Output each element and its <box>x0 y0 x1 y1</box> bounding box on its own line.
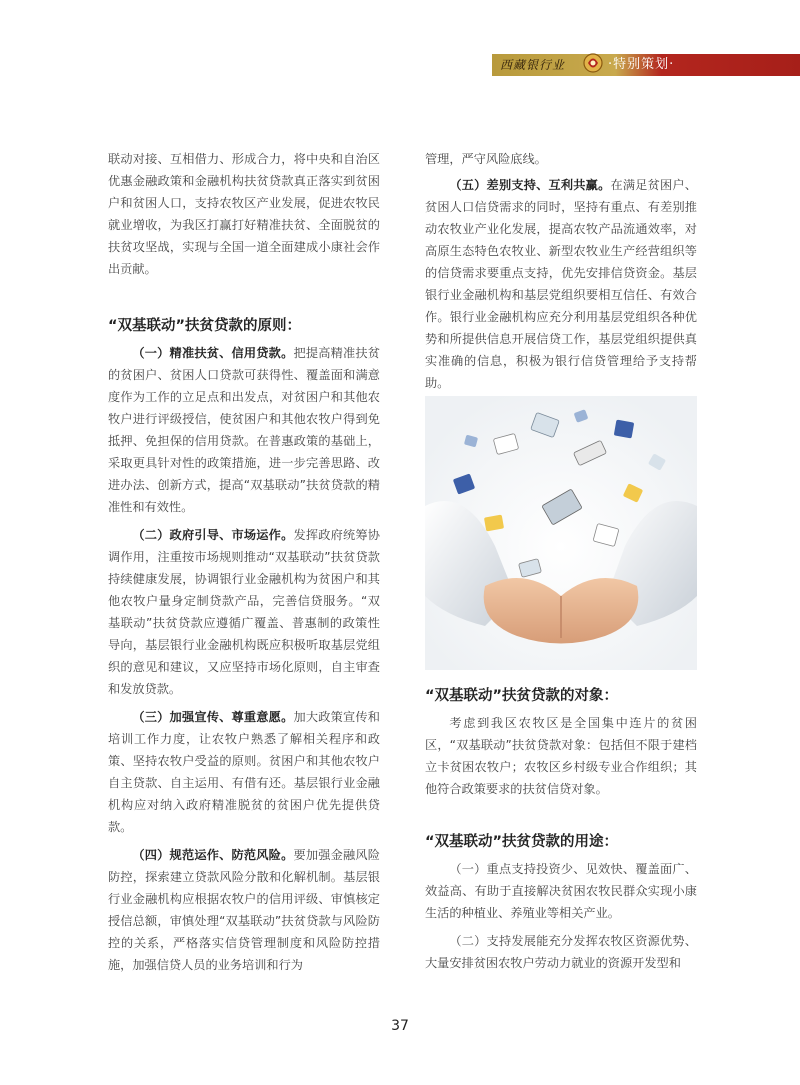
section-title: ·特别策划· <box>608 57 675 72</box>
principle-3 <box>108 706 380 838</box>
usage-1: （一）重点支持投资少、见效快、覆盖面广、效益高、有助于直接解决贫困农牧民群众实现小康生活的种植业、养殖业等相关产业。 <box>425 862 697 920</box>
object-paragraph: 考虑到我区农牧区是全国集中连片的贫困区，“双基联动”扶贫贷款对象：包括但不限于建档立卡贫困农牧户；农牧区乡村级专业合作组织；其他符合政策要求的扶贫信贷对象。 <box>425 716 697 796</box>
principle-3-body: 加大政策宣传和培训工作力度，让农牧户熟悉了解相关程序和政策、坚持农牧户受益的原则。贫困户和其他农牧户自主贷款、自主运用、有借有还。基层银行业金融机构应对纳入政府精准脱贫的贫困户优先提供贷款。 <box>108 710 380 834</box>
principle-5 <box>425 174 697 394</box>
page-header <box>470 48 800 82</box>
hands-puzzle-illustration <box>425 396 697 670</box>
page-number: 37 <box>391 1018 409 1034</box>
principle-2-body: 发挥政府统筹协调作用，注重按市场规则推动“双基联动”扶贫贷款持续健康发展，协调银行业金融机构为贫困户和其他农牧户量身定制贷款产品，完善信贷服务。“双基联动”扶贫贷款应遵循广覆盖、普惠制的政策性导向，基层银行业金融机构既应积极听取基层党组织的意见和建议，又应坚持市场化原则，自主审查和发放贷款。 <box>108 528 380 696</box>
principle-5-lead: （五）差别支持、互利共赢。 <box>449 178 611 192</box>
usage-2: （二）支持发展能充分发挥农牧区资源优势、大量安排贫困农牧户劳动力就业的资源开发型和 <box>425 934 697 970</box>
principles-heading: “双基联动”扶贫贷款的原则： <box>108 318 302 334</box>
principle-4-lead: （四）规范运作、防范风险。 <box>132 848 294 862</box>
brand-name: 西藏银行业 <box>500 58 566 72</box>
principle-1 <box>108 342 380 518</box>
usage-heading: “双基联动”扶贫贷款的用途： <box>425 834 619 850</box>
principle-4-body: 要加强金融风险防控，探索建立贷款风险分散和化解机制。基层银行业金融机构应根据农牧户的信用评级、审慎核定授信总额，审慎处理“双基联动”扶贫贷款与风险防控的关系，严格落实信贷管理制度和风险防控措施，加强信贷人员的业务培训和行为 <box>108 848 380 972</box>
principle-2 <box>108 524 380 700</box>
principle-5-body: 在满足贫困户、贫困人口信贷需求的同时，坚持有重点、有差别推动农牧业产业化发展，提高农牧产品流通效率，对高原生态特色农牧业、新型农牧业生产经营组织等的信贷需求要重点支持，优先安排信贷资金。基层银行业金融机构和基层党组织要相互信任、有效合作。银行业金融机构应充分利用基层党组织各种优势和所提供信息开展信贷工作，基层党组织提供真实准确的信息，积极为银行信贷管理给予支持帮助。 <box>425 178 697 390</box>
right-column <box>425 148 697 394</box>
principle-1-lead: （一）精准扶贫、信用贷款。 <box>132 346 294 360</box>
principle-2-lead: （二）政府引导、市场运作。 <box>132 528 294 542</box>
object-heading: “双基联动”扶贫贷款的对象： <box>425 688 619 704</box>
left-column <box>108 148 380 976</box>
principle-3-lead: （三）加强宣传、尊重意愿。 <box>132 710 294 724</box>
continued-text: 管理，严守风险底线。 <box>425 152 547 166</box>
emblem-icon <box>582 48 604 78</box>
right-column-lower <box>425 684 697 974</box>
principle-1-body: 把提高精准扶贫的贫困户、贫困人口贷款可获得性、覆盖面和满意度作为工作的立足点和出发点，对贫困户和其他农牧户进行评级授信，使贫困户和其他农牧户得到免抵押、免担保的信用贷款。在普惠政策的基础上，采取更具针对性的政策措施，进一步完善思路、改进办法、创新方式，提高“双基联动”扶贫贷款的精准性和有效性。 <box>108 346 380 514</box>
intro-paragraph: 联动对接、互相借力、形成合力，将中央和自治区优惠金融政策和金融机构扶贫贷款真正落实到贫困户和贫困人口，支持农牧区产业发展，促进农牧民就业增收，为我区打赢打好精准扶贫、全面脱贫的扶贫攻坚战，实现与全国一道全面建成小康社会作出贡献。 <box>108 152 380 276</box>
principle-4 <box>108 844 380 976</box>
